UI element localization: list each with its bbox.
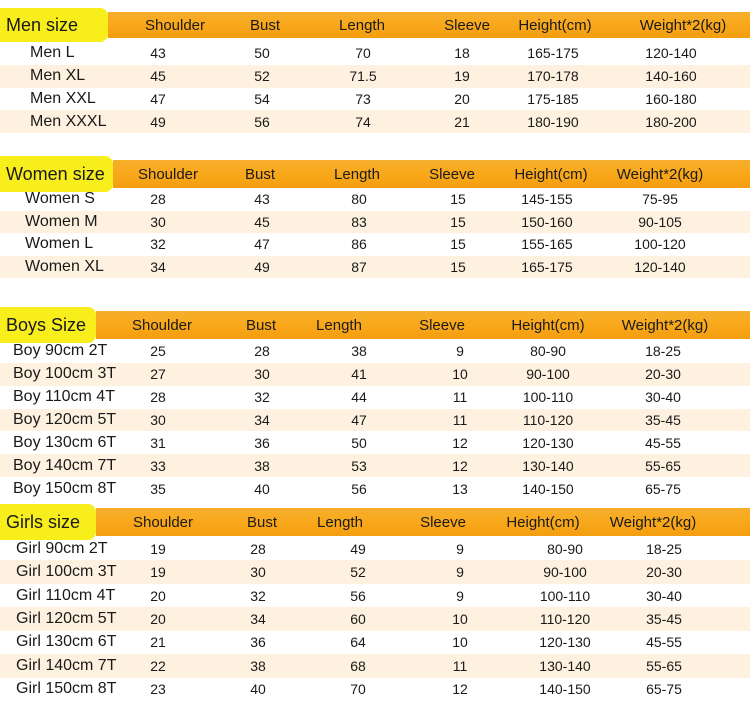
column-header-bust: Bust xyxy=(249,16,280,34)
value-cell-shoulder: 25 xyxy=(150,343,166,360)
value-cell-weight-2-kg: 160-180 xyxy=(645,90,697,107)
size-name-cell: Men L xyxy=(30,44,75,62)
value-cell-bust: 49 xyxy=(254,258,270,275)
value-cell-bust: 40 xyxy=(254,480,270,497)
value-cell-weight-2-kg: 120-140 xyxy=(634,258,686,275)
value-cell-sleeve: 10 xyxy=(452,366,468,383)
column-header-shoulder: Shoulder xyxy=(131,316,193,334)
value-cell-bust: 43 xyxy=(254,191,270,208)
size-name-cell: Girl 150cm 8T xyxy=(16,680,117,698)
column-header-shoulder: Shoulder xyxy=(137,165,199,183)
column-header-weight-2-kg: Weight*2(kg) xyxy=(621,316,709,334)
value-cell-height-cm: 175-185 xyxy=(527,90,579,107)
size-name-cell: Boy 130cm 6T xyxy=(13,433,117,451)
value-cell-sleeve: 15 xyxy=(450,236,466,253)
value-cell-height-cm: 90-100 xyxy=(526,366,570,383)
size-name-cell: Boy 120cm 5T xyxy=(13,411,117,428)
table-row xyxy=(0,454,750,477)
value-cell-bust: 30 xyxy=(250,564,266,581)
size-name-cell: Boy 100cm 3T xyxy=(13,365,117,383)
value-cell-bust: 38 xyxy=(250,657,266,674)
value-cell-height-cm: 80-90 xyxy=(547,540,583,557)
value-cell-bust: 50 xyxy=(254,45,270,62)
column-header-sleeve: Sleeve xyxy=(419,316,465,334)
value-cell-length: 52 xyxy=(350,564,366,581)
table-row xyxy=(0,654,750,677)
size-name-cell: Boy 140cm 7T xyxy=(13,456,117,474)
value-cell-sleeve: 9 xyxy=(456,564,464,581)
value-cell-height-cm: 100-110 xyxy=(539,587,591,604)
table-title: Boys Size xyxy=(0,307,96,343)
value-cell-bust: 30 xyxy=(254,366,270,383)
value-cell-height-cm: 145-155 xyxy=(521,191,573,208)
value-cell-length: 49 xyxy=(350,540,366,557)
column-header-length: Length xyxy=(316,316,362,334)
table-row xyxy=(0,65,750,88)
value-cell-sleeve: 21 xyxy=(454,113,470,130)
value-cell-bust: 36 xyxy=(250,634,266,651)
column-header-shoulder: Shoulder xyxy=(144,16,206,34)
value-cell-height-cm: 165-175 xyxy=(521,258,573,275)
column-header-weight-2-kg: Weight*2(kg) xyxy=(616,165,704,183)
value-cell-shoulder: 28 xyxy=(150,389,166,406)
value-cell-sleeve: 10 xyxy=(452,634,468,651)
value-cell-length: 74 xyxy=(355,113,371,130)
value-cell-sleeve: 12 xyxy=(452,434,468,451)
table-row xyxy=(0,211,750,234)
value-cell-height-cm: 170-178 xyxy=(527,68,579,85)
table-row xyxy=(0,631,750,654)
table-row xyxy=(0,607,750,630)
size-name-cell: Girl 120cm 5T xyxy=(16,609,117,627)
value-cell-shoulder: 49 xyxy=(150,113,166,130)
column-header-weight-2-kg: Weight*2(kg) xyxy=(639,16,727,34)
value-cell-height-cm: 90-100 xyxy=(543,564,587,581)
value-cell-weight-2-kg: 120-140 xyxy=(645,45,697,62)
value-cell-sleeve: 9 xyxy=(456,343,464,360)
value-cell-height-cm: 150-160 xyxy=(521,213,573,230)
size-name-cell: Women XL xyxy=(25,257,104,275)
value-cell-sleeve: 15 xyxy=(450,191,466,208)
size-name-cell: Women S xyxy=(25,190,95,208)
value-cell-shoulder: 43 xyxy=(150,45,166,62)
value-cell-shoulder: 32 xyxy=(150,236,166,253)
value-cell-shoulder: 20 xyxy=(150,587,166,604)
value-cell-sleeve: 11 xyxy=(452,657,468,674)
column-header-sleeve: Sleeve xyxy=(420,513,466,531)
value-cell-length: 60 xyxy=(350,610,366,627)
value-cell-sleeve: 11 xyxy=(452,389,468,406)
value-cell-bust: 45 xyxy=(254,213,270,230)
value-cell-sleeve: 15 xyxy=(450,258,466,275)
value-cell-sleeve: 12 xyxy=(452,457,468,474)
table-title: Girls size xyxy=(0,504,96,540)
table-row xyxy=(0,188,750,211)
table-row xyxy=(0,88,750,111)
column-header-bust: Bust xyxy=(244,165,275,183)
table-row xyxy=(0,678,750,701)
value-cell-length: 87 xyxy=(351,258,367,275)
value-cell-length: 56 xyxy=(351,480,367,497)
size-name-cell: Boy 110cm 4T xyxy=(13,388,115,406)
value-cell-weight-2-kg: 18-25 xyxy=(645,343,681,360)
value-cell-sleeve: 18 xyxy=(454,45,470,62)
value-cell-shoulder: 22 xyxy=(150,657,166,674)
value-cell-sleeve: 10 xyxy=(452,610,468,627)
value-cell-length: 44 xyxy=(351,389,367,406)
value-cell-shoulder: 47 xyxy=(150,90,166,107)
value-cell-sleeve: 19 xyxy=(454,68,470,85)
value-cell-shoulder: 31 xyxy=(150,434,166,451)
value-cell-bust: 52 xyxy=(254,68,270,85)
value-cell-weight-2-kg: 180-200 xyxy=(645,113,697,130)
value-cell-bust: 56 xyxy=(254,113,270,130)
value-cell-length: 50 xyxy=(351,434,367,451)
column-header-sleeve: Sleeve xyxy=(444,16,490,34)
value-cell-weight-2-kg: 45-55 xyxy=(645,434,681,451)
value-cell-weight-2-kg: 100-120 xyxy=(634,236,686,253)
value-cell-weight-2-kg: 55-65 xyxy=(646,657,682,674)
value-cell-shoulder: 20 xyxy=(150,610,166,627)
value-cell-shoulder: 30 xyxy=(150,213,166,230)
value-cell-length: 56 xyxy=(350,587,366,604)
value-cell-sleeve: 13 xyxy=(452,480,468,497)
value-cell-bust: 40 xyxy=(250,681,266,698)
table-row xyxy=(0,386,750,409)
value-cell-shoulder: 21 xyxy=(150,634,166,651)
table-header xyxy=(0,156,750,192)
column-header-shoulder: Shoulder xyxy=(132,513,194,531)
value-cell-sleeve: 9 xyxy=(456,540,464,557)
value-cell-bust: 36 xyxy=(254,434,270,451)
table-row xyxy=(0,409,750,432)
column-header-height-cm: Height(cm) xyxy=(506,513,580,531)
value-cell-weight-2-kg: 90-105 xyxy=(638,213,682,230)
value-cell-weight-2-kg: 75-95 xyxy=(642,191,678,208)
column-header-height-cm: Height(cm) xyxy=(511,316,585,334)
value-cell-height-cm: 120-130 xyxy=(522,434,574,451)
value-cell-shoulder: 33 xyxy=(150,457,166,474)
column-header-height-cm: Height(cm) xyxy=(518,16,592,34)
value-cell-length: 53 xyxy=(351,457,367,474)
size-name-cell: Boy 150cm 8T xyxy=(13,479,117,497)
table-row xyxy=(0,584,750,607)
value-cell-sleeve: 12 xyxy=(452,681,468,698)
column-header-length: Length xyxy=(334,165,380,183)
table-row xyxy=(0,560,750,583)
value-cell-length: 38 xyxy=(351,343,367,360)
size-name-cell: Women L xyxy=(25,235,94,253)
value-cell-height-cm: 130-140 xyxy=(522,457,574,474)
size-name-cell: Men XXL xyxy=(30,89,96,107)
table-row xyxy=(0,256,750,279)
value-cell-weight-2-kg: 65-75 xyxy=(645,480,681,497)
table-row xyxy=(0,363,750,386)
value-cell-weight-2-kg: 30-40 xyxy=(646,587,682,604)
size-name-cell: Girl 130cm 6T xyxy=(16,633,117,651)
value-cell-bust: 32 xyxy=(254,389,270,406)
value-cell-length: 68 xyxy=(350,657,366,674)
value-cell-height-cm: 80-90 xyxy=(530,343,566,360)
column-header-bust: Bust xyxy=(246,513,277,531)
value-cell-shoulder: 30 xyxy=(150,412,166,428)
size-name-cell: Men XL xyxy=(30,67,86,85)
table-header xyxy=(0,307,750,343)
size-name-cell: Girl 90cm 2T xyxy=(16,539,108,557)
value-cell-length: 73 xyxy=(355,90,371,107)
value-cell-length: 47 xyxy=(351,412,367,428)
table-row xyxy=(0,233,750,256)
table-row xyxy=(0,110,750,133)
value-cell-bust: 32 xyxy=(250,587,266,604)
value-cell-height-cm: 165-175 xyxy=(527,45,579,62)
value-cell-bust: 28 xyxy=(254,343,270,360)
column-header-bust: Bust xyxy=(245,316,276,334)
table-row xyxy=(0,477,750,500)
value-cell-shoulder: 35 xyxy=(150,480,166,497)
value-cell-height-cm: 110-120 xyxy=(522,412,574,428)
size-name-cell: Girl 110cm 4T xyxy=(16,586,116,604)
value-cell-weight-2-kg: 35-45 xyxy=(645,412,681,428)
size-name-cell: Girl 140cm 7T xyxy=(16,656,117,674)
value-cell-weight-2-kg: 55-65 xyxy=(645,457,681,474)
value-cell-height-cm: 130-140 xyxy=(539,657,591,674)
value-cell-height-cm: 100-110 xyxy=(522,389,574,406)
value-cell-sleeve: 20 xyxy=(454,90,470,107)
table-row xyxy=(0,431,750,454)
value-cell-shoulder: 28 xyxy=(150,191,166,208)
column-header-weight-2-kg: Weight*2(kg) xyxy=(609,513,697,531)
value-cell-weight-2-kg: 140-160 xyxy=(645,68,697,85)
table-header xyxy=(0,504,750,540)
value-cell-bust: 34 xyxy=(250,610,266,627)
value-cell-length: 71.5 xyxy=(349,68,377,85)
value-cell-bust: 34 xyxy=(254,412,270,428)
value-cell-weight-2-kg: 20-30 xyxy=(646,564,682,581)
value-cell-weight-2-kg: 65-75 xyxy=(646,681,682,698)
value-cell-length: 83 xyxy=(351,213,367,230)
value-cell-sleeve: 11 xyxy=(452,412,468,428)
value-cell-weight-2-kg: 45-55 xyxy=(646,634,682,651)
column-header-length: Length xyxy=(339,16,385,34)
value-cell-height-cm: 140-150 xyxy=(539,681,591,698)
value-cell-length: 70 xyxy=(350,681,366,698)
value-cell-shoulder: 19 xyxy=(150,564,166,581)
value-cell-length: 86 xyxy=(351,236,367,253)
size-name-cell: Women M xyxy=(25,212,98,230)
value-cell-length: 41 xyxy=(351,366,367,383)
value-cell-weight-2-kg: 20-30 xyxy=(645,366,681,383)
value-cell-bust: 54 xyxy=(254,90,270,107)
value-cell-sleeve: 9 xyxy=(456,587,464,604)
value-cell-height-cm: 110-120 xyxy=(539,610,591,627)
value-cell-shoulder: 45 xyxy=(150,68,166,85)
value-cell-bust: 28 xyxy=(250,540,266,557)
value-cell-shoulder: 34 xyxy=(150,258,166,275)
value-cell-bust: 38 xyxy=(254,457,270,474)
value-cell-shoulder: 19 xyxy=(150,540,166,557)
value-cell-bust: 47 xyxy=(254,236,270,253)
value-cell-length: 80 xyxy=(351,191,367,208)
column-header-length: Length xyxy=(317,513,363,531)
table-title: Men size xyxy=(0,8,108,42)
value-cell-height-cm: 155-165 xyxy=(521,236,573,253)
size-name-cell: Boy 90cm 2T xyxy=(13,342,108,360)
size-name-cell: Girl 100cm 3T xyxy=(16,563,117,581)
value-cell-length: 64 xyxy=(350,634,366,651)
value-cell-height-cm: 140-150 xyxy=(522,480,574,497)
value-cell-height-cm: 120-130 xyxy=(539,634,591,651)
value-cell-length: 70 xyxy=(355,45,371,62)
table-title: Women size xyxy=(0,156,113,192)
column-header-height-cm: Height(cm) xyxy=(514,165,588,183)
value-cell-height-cm: 180-190 xyxy=(527,113,579,130)
table-row xyxy=(0,42,750,65)
size-name-cell: Men XXXL xyxy=(30,112,107,130)
column-header-sleeve: Sleeve xyxy=(429,165,475,183)
table-row xyxy=(0,537,750,560)
table-row xyxy=(0,340,750,363)
value-cell-weight-2-kg: 18-25 xyxy=(646,540,682,557)
value-cell-weight-2-kg: 30-40 xyxy=(645,389,681,406)
value-cell-sleeve: 15 xyxy=(450,213,466,230)
value-cell-weight-2-kg: 35-45 xyxy=(646,610,682,627)
table-header xyxy=(0,8,750,42)
value-cell-shoulder: 27 xyxy=(150,366,166,383)
value-cell-shoulder: 23 xyxy=(150,681,166,698)
